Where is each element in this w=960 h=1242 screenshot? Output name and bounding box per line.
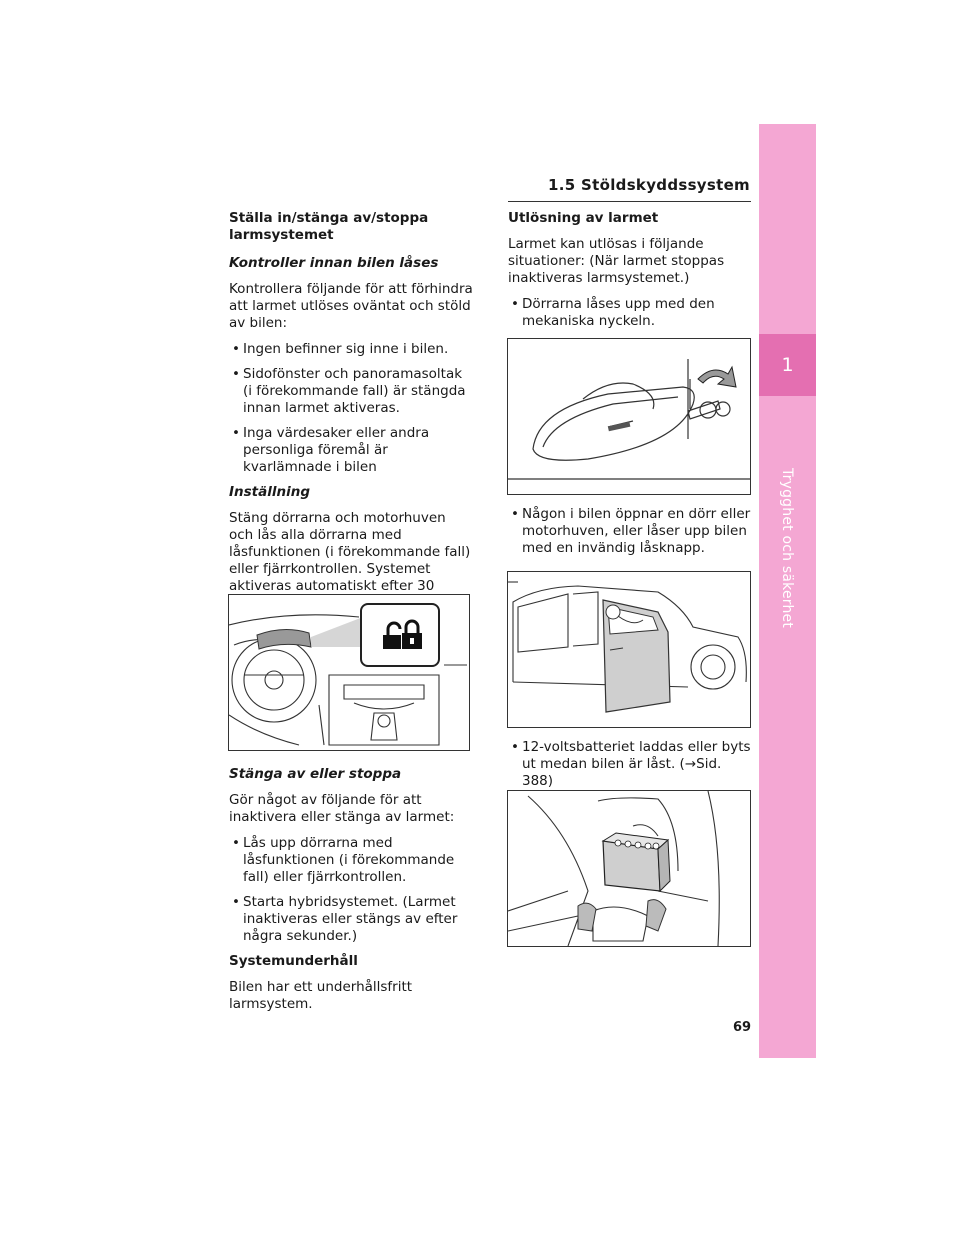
- header-rule: [508, 201, 751, 202]
- list-item: • Sidofönster och panoramasoltak (i förekommande fall) är stängda innan larmet aktiveras.: [229, 366, 474, 417]
- subheading-checks: Kontroller innan bilen låses: [229, 255, 439, 271]
- right-column: [508, 210, 753, 338]
- list-item: • Dörrarna låses upp med den mekaniska nyckeln.: [508, 296, 753, 330]
- battery-illustration: [507, 790, 751, 947]
- list-item: • Någon i bilen öppnar en dörr eller motorhuven, eller låser upp bilen med en invändig låsknapp.: [508, 506, 753, 557]
- left-column-lower: [229, 766, 474, 1022]
- chapter-number: 1: [759, 334, 816, 396]
- dashboard-illustration: [228, 594, 470, 751]
- car-open-door-drawing: [508, 572, 750, 727]
- paragraph: Kontrollera följande för att förhindra att larmet utlöses oväntat och stöld av bilen:: [229, 281, 473, 331]
- door-handle-illustration: [507, 338, 751, 495]
- paragraph: Bilen har ett underhållsfritt larmsystem.: [229, 979, 413, 1012]
- chapter-title: Trygghet och säkerhet: [779, 467, 795, 629]
- indicator-callout: [360, 603, 440, 667]
- list-item: • Starta hybridsystemet. (Larmet inaktiveras eller stängs av efter några sekunder.): [229, 894, 474, 945]
- heading-maintenance: Systemunderhåll: [229, 953, 358, 969]
- engine-bay-battery-drawing: [508, 791, 750, 946]
- trigger-list-3: [508, 739, 753, 790]
- security-indicator-icon: [362, 605, 438, 665]
- list-item: • 12-voltsbatteriet laddas eller byts ut medan bilen är låst. (→Sid. 388): [508, 739, 753, 790]
- page-number: 69: [733, 1020, 752, 1035]
- paragraph: Larmet kan utlösas i följande situationer: (När larmet stoppas inaktiveras larmsystemet.): [508, 236, 725, 286]
- list-item: • Lås upp dörrarna med låsfunktionen (i förekommande fall) eller fjärrkontrollen.: [229, 835, 474, 886]
- list-item: • Inga värdesaker eller andra personliga föremål är kvarlämnade i bilen: [229, 425, 474, 476]
- section-title: 1.5 Stöldskyddssystem: [548, 176, 750, 194]
- check-list: [229, 341, 474, 476]
- deactivate-list: [229, 835, 474, 945]
- trigger-list-1: [508, 296, 753, 330]
- subheading-deactivate: Stänga av eller stoppa: [229, 766, 402, 782]
- heading-set-alarm: Ställa in/stänga av/stoppa larmsystemet: [229, 210, 429, 243]
- door-handle-key-drawing: [508, 339, 750, 494]
- list-item: • Ingen befinner sig inne i bilen.: [229, 341, 474, 358]
- paragraph: Stäng dörrarna och motorhuven och lås alla dörrarna med låsfunktionen (i förekommande fall) eller fjärrkontrollen. Systemet aktiveras automatiskt efter 30: [229, 510, 471, 594]
- open-door-illustration: [507, 571, 751, 728]
- heading-trigger: Utlösning av larmet: [508, 210, 659, 226]
- paragraph: Gör något av följande för att inaktivera eller stänga av larmet:: [229, 792, 455, 825]
- subheading-setting: Inställning: [229, 484, 310, 500]
- right-column-mid: [508, 506, 753, 565]
- trigger-list-2: [508, 506, 753, 557]
